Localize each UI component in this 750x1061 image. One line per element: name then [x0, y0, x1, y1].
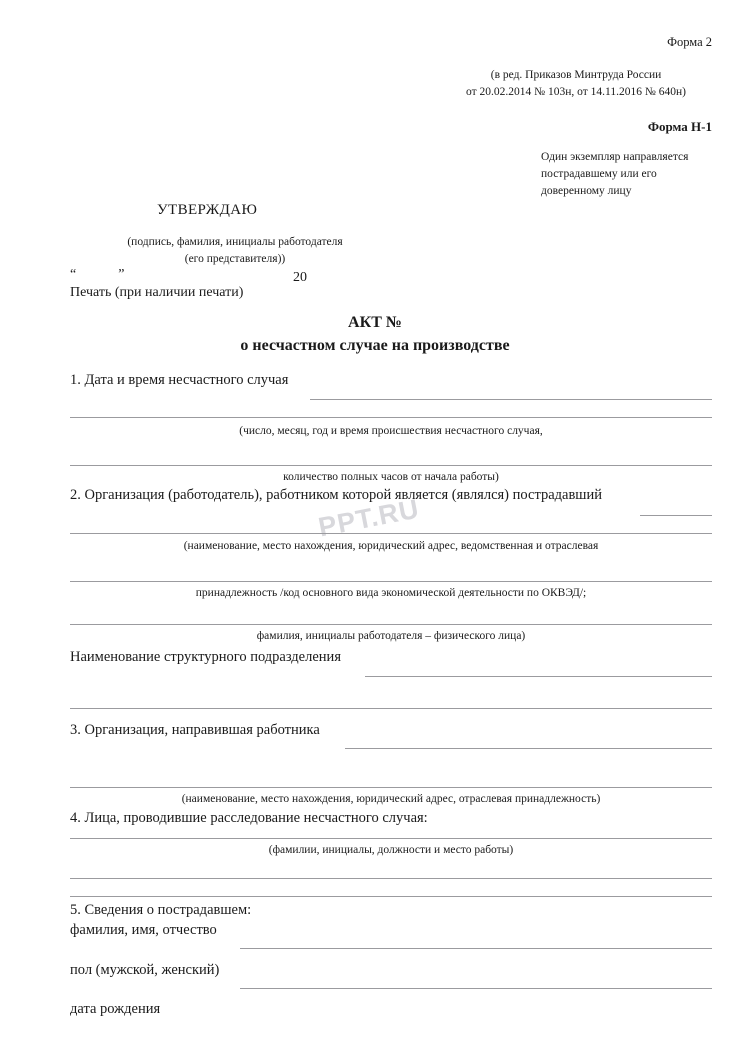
watermark: PPT.RU [315, 493, 422, 543]
item4-fill-line-1[interactable] [70, 838, 712, 839]
item1-fill-line-3[interactable] [70, 465, 712, 466]
revision-line-1: (в ред. Приказов Минтруда России [490, 69, 662, 81]
copy-notice-line-2: пострадавшему или его [541, 168, 657, 180]
item4-fill-line-3[interactable] [70, 896, 712, 897]
item2-subdivision-label: Наименование структурного подразделения [70, 649, 341, 665]
item4-caption-1: (фамилии, инициалы, должности и место работы) [268, 844, 514, 856]
item3-caption-1: (наименование, место нахождения, юридический адрес, отраслевая принадлежность) [181, 793, 601, 805]
item2-subdivision-fill-line-1[interactable] [365, 676, 712, 677]
item2-fill-line-1[interactable] [640, 515, 712, 516]
item2-fill-line-3[interactable] [70, 581, 712, 582]
form-number: Форма 2 [667, 35, 712, 49]
page-title-line-2: о несчастном случае на производстве [240, 337, 510, 354]
copy-notice-line-3: доверенному лицу [541, 185, 632, 197]
item2-label: 2. Организация (работодатель), работником которой является (являлся) пострадавший [70, 487, 602, 503]
item5-field-fio-label: фамилия, имя, отчество [70, 922, 217, 938]
item2-subdivision-fill-line-2[interactable] [70, 708, 712, 709]
item5-sex-fill-line[interactable] [240, 988, 712, 989]
approval-year[interactable]: 20 [293, 270, 307, 285]
item3-fill-line-1[interactable] [345, 748, 712, 749]
item2-caption-2: принадлежность /код основного вида экономической деятельности по ОКВЭД/; [195, 587, 587, 599]
item3-fill-line-2[interactable] [70, 787, 712, 788]
item2-caption-3: фамилия, инициалы работодателя – физического лица) [256, 630, 526, 642]
item5-fio-fill-line[interactable] [240, 948, 712, 949]
approval-heading: УТВЕРЖДАЮ [157, 202, 258, 218]
item1-fill-line-1[interactable] [310, 399, 712, 400]
item2-fill-line-2[interactable] [70, 533, 712, 534]
item2-caption-1: (наименование, место нахождения, юридический адрес, ведомственная и отраслевая [183, 540, 599, 552]
item1-fill-line-2[interactable] [70, 417, 712, 418]
revision-line-2: от 20.02.2014 № 103н, от 14.11.2016 № 640н) [466, 86, 686, 98]
approval-caption-line-1: (подпись, фамилия, инициалы работодателя [127, 236, 343, 248]
item2-fill-line-4[interactable] [70, 624, 712, 625]
item5-field-sex-label: пол (мужской, женский) [70, 962, 220, 978]
page-title-line-1: АКТ № [348, 314, 402, 331]
approval-date-quotes[interactable]: “ ” [70, 267, 125, 282]
item1-caption-1: (число, месяц, год и время происшествия несчастного случая, [239, 425, 543, 437]
item3-label: 3. Организация, направившая работника [70, 722, 320, 738]
item1-label: 1. Дата и время несчастного случая [70, 372, 289, 388]
item5-label: 5. Сведения о пострадавшем: [70, 902, 252, 918]
form-code: Форма Н-1 [647, 119, 712, 134]
copy-notice-line-1: Один экземпляр направляется [541, 151, 689, 163]
item4-label: 4. Лица, проводившие расследование несчастного случая: [70, 810, 428, 826]
approval-caption-line-2: (его представителя)) [184, 253, 286, 265]
item1-caption-2: количество полных часов от начала работы) [283, 471, 499, 483]
item5-field-birth-label: дата рождения [70, 1001, 161, 1017]
item4-fill-line-2[interactable] [70, 878, 712, 879]
seal-note: Печать (при наличии печати) [70, 285, 244, 300]
